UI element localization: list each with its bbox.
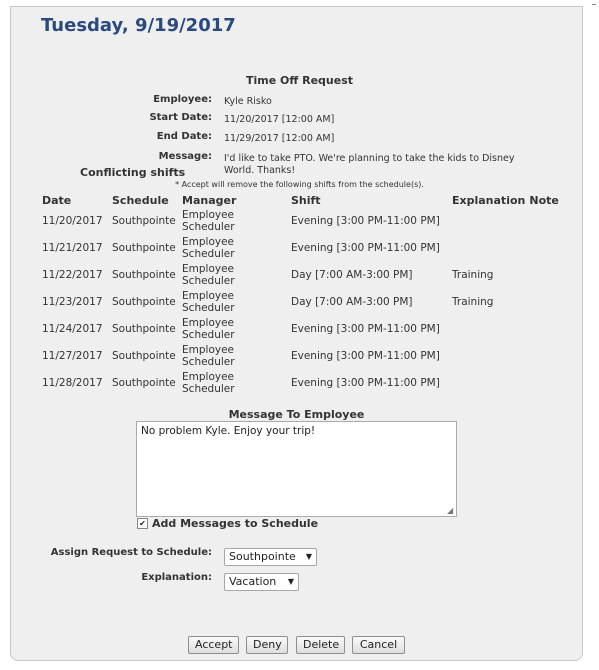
table-header-row xyxy=(40,191,561,207)
cell-note xyxy=(527,207,560,234)
explanation-label: Explanation: xyxy=(141,572,212,583)
end-date-label: End Date: xyxy=(156,131,212,142)
cell-explanation xyxy=(450,234,527,261)
explanation-select[interactable] xyxy=(224,573,299,591)
message-to-employee-label: Message To Employee xyxy=(228,408,365,421)
cell-shift: Day [7:00 AM-3:00 PM] xyxy=(291,295,413,308)
column-header-date: Date xyxy=(42,194,72,207)
assign-schedule-label: Assign Request to Schedule: xyxy=(50,547,212,558)
table-row xyxy=(40,342,561,369)
cell-explanation: Training xyxy=(452,268,494,281)
table-row xyxy=(40,369,561,396)
start-date-value: 11/20/2017 [12:00 AM] xyxy=(224,114,335,125)
cell-shift: Evening [3:00 PM-11:00 PM] xyxy=(291,376,440,389)
cell-schedule: Southpointe xyxy=(112,376,176,389)
column-header-shift: Shift xyxy=(291,194,321,207)
add-messages-checkbox[interactable]: ✔ xyxy=(137,518,148,529)
message-label: Message: xyxy=(158,151,212,162)
assign-schedule-value: Southpointe xyxy=(229,550,296,563)
assign-schedule-select[interactable] xyxy=(224,548,317,566)
cell-note xyxy=(527,261,560,288)
cell-note xyxy=(527,369,560,396)
cell-note xyxy=(527,315,560,342)
chevron-down-icon: ▼ xyxy=(305,552,312,561)
message-to-employee-input[interactable] xyxy=(136,421,457,517)
cell-manager: Employee Scheduler xyxy=(182,235,235,260)
form-title: Time Off Request xyxy=(245,74,354,87)
cell-shift: Evening [3:00 PM-11:00 PM] xyxy=(291,214,440,227)
cell-date: 11/21/2017 xyxy=(42,241,103,254)
cell-date: 11/20/2017 xyxy=(42,214,103,227)
employee-label: Employee: xyxy=(153,94,212,105)
add-messages-row[interactable] xyxy=(137,517,318,530)
cell-date: 11/23/2017 xyxy=(42,295,103,308)
cell-schedule: Southpointe xyxy=(112,268,176,281)
add-messages-label[interactable]: Add Messages to Schedule xyxy=(152,517,319,530)
cell-schedule: Southpointe xyxy=(112,295,176,308)
table-row xyxy=(40,207,561,234)
scrollbar-thumb[interactable] xyxy=(592,4,596,5)
table-row xyxy=(40,315,561,342)
cell-manager: Employee Scheduler xyxy=(182,262,235,287)
table-row xyxy=(40,234,561,261)
conflicting-shifts-table xyxy=(40,191,561,396)
end-date-value: 11/29/2017 [12:00 AM] xyxy=(224,133,335,144)
accept-note: * Accept will remove the following shifts from the schedule(s). xyxy=(175,180,424,189)
cell-note xyxy=(527,234,560,261)
cell-note xyxy=(527,288,560,315)
cell-shift: Evening [3:00 PM-11:00 PM] xyxy=(291,241,440,254)
start-date-label: Start Date: xyxy=(149,112,212,123)
cell-shift: Evening [3:00 PM-11:00 PM] xyxy=(291,322,440,335)
cell-manager: Employee Scheduler xyxy=(182,208,235,233)
cell-manager: Employee Scheduler xyxy=(182,343,235,368)
cell-manager: Employee Scheduler xyxy=(182,370,235,395)
cell-shift: Evening [3:00 PM-11:00 PM] xyxy=(291,349,440,362)
cell-date: 11/28/2017 xyxy=(42,376,103,389)
cell-schedule: Southpointe xyxy=(112,241,176,254)
cell-manager: Employee Scheduler xyxy=(182,289,235,314)
cell-note xyxy=(527,342,560,369)
column-header-schedule: Schedule xyxy=(112,194,169,207)
table-row xyxy=(40,261,561,288)
table-row xyxy=(40,288,561,315)
page-title: Tuesday, 9/19/2017 xyxy=(41,15,236,36)
deny-button[interactable]: Deny xyxy=(246,636,288,654)
cell-schedule: Southpointe xyxy=(112,214,176,227)
resize-grip-icon[interactable]: ◢ xyxy=(447,506,454,515)
message-value: I'd like to take PTO. We're planning to take the kids to Disney World. Thanks! xyxy=(224,153,515,176)
column-header-note: Note xyxy=(529,194,559,207)
cancel-button[interactable]: Cancel xyxy=(352,636,405,654)
employee-value: Kyle Risko xyxy=(224,96,272,107)
delete-button[interactable]: Delete xyxy=(296,636,345,654)
cell-schedule: Southpointe xyxy=(112,349,176,362)
cell-explanation xyxy=(450,315,527,342)
cell-explanation: Training xyxy=(452,295,494,308)
scrollbar[interactable] xyxy=(590,0,599,670)
cell-date: 11/22/2017 xyxy=(42,268,103,281)
column-header-manager: Manager xyxy=(182,194,237,207)
explanation-value: Vacation xyxy=(229,575,277,588)
chevron-down-icon: ▼ xyxy=(287,577,294,586)
accept-button[interactable]: Accept xyxy=(188,636,239,654)
cell-date: 11/24/2017 xyxy=(42,322,103,335)
cell-explanation xyxy=(450,342,527,369)
cell-schedule: Southpointe xyxy=(112,322,176,335)
cell-date: 11/27/2017 xyxy=(42,349,103,362)
cell-manager: Employee Scheduler xyxy=(182,316,235,341)
cell-shift: Day [7:00 AM-3:00 PM] xyxy=(291,268,413,281)
cell-explanation xyxy=(450,207,527,234)
column-header-explanation: Explanation xyxy=(452,194,526,207)
cell-explanation xyxy=(450,369,527,396)
conflicting-shifts-heading: Conflicting shifts xyxy=(80,166,186,179)
